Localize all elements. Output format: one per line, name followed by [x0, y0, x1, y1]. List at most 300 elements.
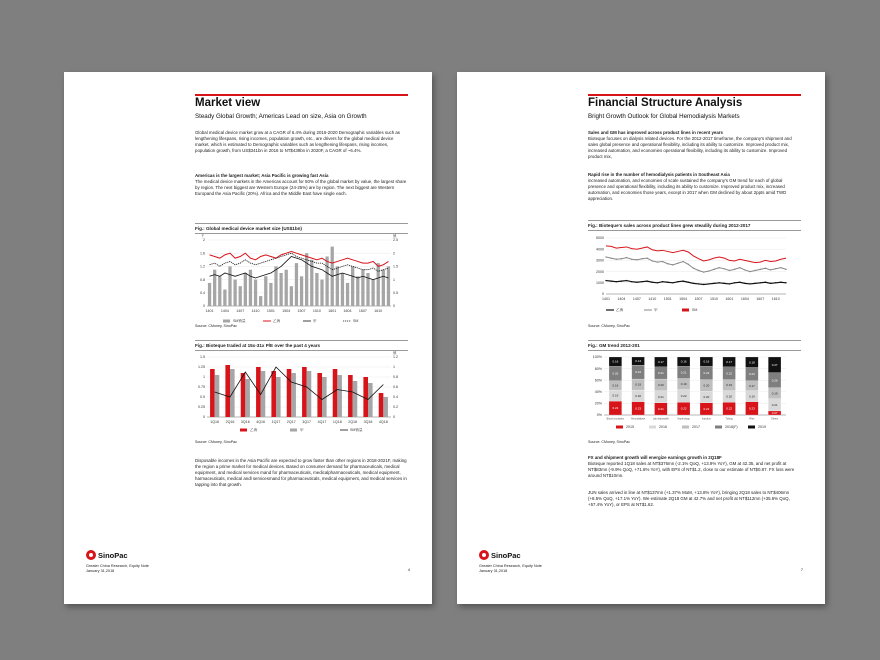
legend-swatch	[290, 429, 297, 432]
segment-label: 0.21	[657, 371, 664, 376]
y-tick-label: 0%	[596, 413, 602, 418]
page-content	[195, 72, 408, 604]
x-tick-label: 1510	[710, 297, 718, 301]
segment-label: 0.24	[612, 406, 619, 411]
y2-tick-label: 1	[393, 365, 395, 370]
data-point	[698, 283, 699, 284]
figure-source: Source: CMoney, SinoPac	[588, 324, 630, 328]
y-tick-label: 0	[203, 415, 205, 420]
y-tick-label: 60%	[594, 378, 602, 383]
bar-mark	[377, 263, 380, 306]
y-tick-label: 0	[203, 304, 205, 309]
segment-label: 0.23	[748, 406, 755, 411]
data-point	[667, 282, 668, 283]
x-tick-label: 1Q16	[210, 420, 220, 424]
data-point	[754, 270, 755, 271]
data-point	[672, 282, 673, 283]
legend-label: 2015	[626, 425, 634, 429]
bar-mark	[379, 393, 384, 417]
bar-mark	[228, 266, 231, 306]
bar-mark	[337, 375, 342, 417]
data-point	[616, 259, 617, 260]
y-axis-unit: 千	[201, 234, 205, 238]
data-point	[677, 263, 678, 264]
data-point	[657, 261, 658, 262]
segment-label: 0.24	[635, 370, 642, 375]
y2-tick-label: 2	[393, 251, 395, 256]
title-rule	[195, 94, 408, 96]
sinopac-mark-icon	[479, 550, 489, 560]
footer-line: Greater China Research, Equity Note	[479, 564, 542, 568]
page-subtitle: Bright Growth Outlook for Global Hemodialysis Markets	[588, 113, 740, 120]
bar-mark	[353, 381, 358, 417]
sinopac-mark-icon	[86, 550, 96, 560]
body-section	[195, 173, 408, 197]
bar-mark	[341, 273, 344, 306]
body-section	[588, 172, 801, 202]
segment-label: 0.22	[726, 406, 733, 411]
bar-mark	[320, 280, 323, 306]
body-paragraph: Bioteque focuses on dialysis related devices. For the 2012-2017 timeframe, the company's shipment and sales global presence and operational flexibility, including its ability to customize. Improved product mix, increased automation, and economies operational flexibility, including its ability to customize. Improved product mix,	[588, 136, 792, 159]
y2-tick-label: 0.4	[393, 395, 398, 400]
legend-label: SM销量	[233, 319, 246, 323]
segment-label: 0.23	[635, 406, 642, 411]
bar-mark	[336, 266, 339, 306]
data-point	[785, 269, 786, 270]
data-point	[610, 257, 611, 258]
data-point	[652, 282, 653, 283]
x-tick-label: Others	[771, 417, 779, 421]
data-point	[631, 281, 632, 282]
y2-tick-label: 0.6	[393, 385, 398, 390]
bar-mark	[256, 367, 261, 417]
x-tick-label: Tubing	[725, 417, 733, 421]
bar-mark	[325, 257, 328, 307]
data-point	[760, 282, 761, 283]
bar-mark	[295, 263, 298, 306]
x-tick-label: Blood circulation	[606, 417, 625, 421]
data-point	[646, 257, 647, 258]
segment-label: 0.14	[635, 359, 642, 364]
data-point	[765, 282, 766, 283]
y-tick-label: 100%	[592, 355, 602, 360]
data-point	[652, 260, 653, 261]
legend-swatch	[223, 320, 230, 323]
y-tick-label: 40%	[594, 390, 602, 394]
bar-mark	[302, 367, 307, 417]
data-point	[729, 270, 730, 271]
y-tick-label: 1.6	[200, 251, 205, 256]
legend-label: 甲	[654, 308, 658, 312]
legend-swatch	[748, 426, 755, 429]
bar-mark	[274, 266, 277, 306]
legend-swatch	[240, 429, 247, 432]
bar-mark	[279, 273, 282, 306]
y-tick-label: 0.8	[200, 277, 205, 282]
x-tick-label: 1604	[740, 297, 749, 301]
x-tick-label: 1Q17	[271, 420, 281, 424]
page-number: 7	[800, 567, 803, 572]
legend-label: SM销量	[350, 428, 363, 432]
x-tick-label: 1407	[632, 297, 641, 301]
legend-swatch	[649, 426, 656, 429]
data-point	[605, 280, 606, 281]
data-point	[662, 261, 663, 262]
data-point	[708, 270, 709, 271]
bar-mark	[333, 369, 338, 417]
data-point	[724, 268, 725, 269]
footer-line: Greater China Research, Equity Note	[86, 564, 149, 568]
data-point	[693, 268, 694, 269]
segment-label: 0.20	[703, 383, 710, 388]
y-tick-label: 0.75	[198, 385, 205, 390]
y2-tick-label: 0.5	[393, 291, 398, 295]
page-subtitle: Steady Global Growth; Americas Lead on size, Asia on Growth	[195, 113, 367, 120]
y-tick-label: 0.5	[200, 395, 205, 400]
segment-label: 0.19	[612, 393, 619, 398]
page-number: 4	[407, 567, 410, 572]
data-point	[754, 283, 755, 284]
data-point	[621, 280, 622, 281]
segment-label: 0.26	[771, 378, 778, 383]
series-line	[606, 257, 786, 272]
pe-band-chart	[195, 351, 408, 439]
data-point	[785, 282, 786, 283]
y2-tick-label: 2.5	[393, 238, 398, 243]
segment-label: 0.16	[703, 359, 710, 364]
data-point	[739, 282, 740, 283]
legend-label: 2016	[659, 425, 667, 429]
bar-mark	[264, 276, 267, 306]
data-point	[739, 267, 740, 268]
data-point	[682, 261, 683, 262]
x-tick-label: 2Q18	[348, 420, 358, 424]
x-tick-label: 1601	[725, 297, 734, 301]
segment-label: 0.22	[726, 371, 733, 376]
data-point	[780, 282, 781, 283]
segment-label: 0.21	[703, 407, 710, 412]
bar-mark	[259, 296, 262, 306]
data-point	[698, 270, 699, 271]
segment-label: 0.16	[612, 359, 619, 364]
legend-label: 乙海	[273, 319, 281, 323]
y-tick-label: 2	[203, 238, 205, 243]
data-point	[718, 267, 719, 268]
x-tick-label: 4Q18	[378, 420, 388, 424]
series-line	[606, 281, 786, 285]
legend-label: 乙海	[616, 308, 624, 312]
legend-label: 2017	[692, 425, 700, 429]
y2-tick-label: 0	[393, 304, 395, 309]
segment-label: 0.18	[748, 360, 755, 365]
bar-mark	[361, 270, 364, 306]
x-tick-label: 1410	[251, 309, 260, 313]
x-tick-label: Filter	[749, 417, 755, 421]
figure-title: Fig.: Bioteque's sales across product lines grew steadily during 2012-2017	[588, 220, 801, 231]
data-point	[749, 271, 750, 272]
bar-mark	[317, 373, 322, 417]
segment-label: 0.19	[680, 382, 687, 387]
bar-mark	[276, 377, 281, 417]
figure-source: Source: CMoney, SinoPac	[588, 440, 630, 444]
figure-title: Fig.: Global medical device market size (US$1bn)	[195, 223, 408, 234]
bar-mark	[305, 253, 308, 306]
page-title: Financial Structure Analysis	[588, 97, 743, 109]
x-tick-label: 1504	[679, 297, 688, 301]
data-point	[775, 282, 776, 283]
data-point	[657, 282, 658, 283]
y2-tick-label: 1.5	[393, 264, 398, 269]
x-tick-label: 4Q16	[256, 420, 266, 424]
data-point	[724, 283, 725, 284]
y2-tick-label: 1.2	[393, 355, 398, 360]
brand-name: SinoPac	[98, 550, 128, 560]
legend-swatch	[682, 426, 689, 429]
x-tick-label: 4Q17	[317, 420, 327, 424]
figure-source: Source: CMoney, SinoPac	[195, 324, 237, 328]
x-tick-label: 2Q17	[286, 420, 296, 424]
y-tick-label: 4000	[596, 247, 604, 252]
segment-label: 0.19	[635, 382, 642, 387]
y-tick-label: 1.25	[198, 365, 205, 370]
x-tick-label: 1404	[220, 309, 229, 313]
body-paragraph: JUN sales arrived in line at NT$137mn (+1.37% MoM, +13.8% YoY), bringing 2Q18 sales to NT$406mn (+8.5% QoQ, +17.1% YoY). We estimate 2Q18 GM at 42.7% and net profit at NT$112mn (+35.6% QoQ, +57.4% YoY), or EPS at NT$1.62.	[588, 490, 790, 507]
segment-label: 0.19	[726, 383, 733, 388]
bar-mark	[368, 383, 373, 417]
bar-mark	[287, 369, 292, 417]
y2-tick-label: 0	[393, 415, 395, 420]
data-point	[646, 280, 647, 281]
segment-label: 0.16	[680, 359, 687, 364]
report-page-left	[64, 72, 432, 604]
bar-mark	[208, 283, 211, 306]
bar-mark	[215, 375, 220, 417]
x-tick-label: 1501	[663, 297, 672, 301]
gm-trend-chart	[588, 351, 801, 439]
y-tick-label: 0	[602, 292, 604, 297]
data-point	[667, 263, 668, 264]
segment-label: 0.07	[771, 411, 778, 416]
footer-text	[86, 564, 149, 574]
y-tick-label: 0.25	[198, 405, 205, 410]
footer-date: January 31,2018	[86, 569, 115, 573]
figure-title: Fig.: GM trend 2012-201	[588, 340, 801, 351]
legend-swatch	[715, 426, 722, 429]
bar-mark	[348, 375, 353, 417]
body-paragraph: The medical device markets in the Americas account for 50% of the global market by value, the largest share by region. The next biggest are Western Europe (24-25%) are by region. The next biggest are Western Europand the Asia Pacific (20%). Africa and the Middle East have single each.	[195, 179, 407, 196]
legend-swatch	[616, 426, 623, 429]
body-section	[588, 130, 801, 160]
sinopac-logo	[479, 550, 521, 560]
figure-source: Source: CMoney, SinoPac	[195, 440, 237, 444]
data-point	[688, 264, 689, 265]
bar-mark	[254, 280, 257, 306]
data-point	[631, 259, 632, 260]
data-point	[770, 283, 771, 284]
data-point	[713, 283, 714, 284]
x-tick-label: 1510	[312, 309, 321, 313]
body-paragraph: Disposable incomes in the Asia Pacific are expected to grow faster than other regions in 2018-2021F, making the region a prime market for medical devices. Based on consumer demand for pharmaceuticals, medical equipment, and medical services mand for pharmaceuticals, medicalpharmaceuticals, medical equipment, harmaceuticals, medical andl servicesmand for pharmaceuticals, medical equipment, and medical services in tapping into that growth.	[195, 458, 407, 487]
x-tick-label: 1401	[602, 297, 610, 301]
y2-tick-label: 0.8	[393, 375, 398, 380]
body-paragraph: Global medical device market grow at a CAGR of 6.4% during 2016-2020 Demographic variables such as lengthening lifespans, rising incomes, population growth, etc., are drivers for the global medical device market, which is estimated to Demographic variables such as lengthening lifespans, rising incomes, population growth, from US$341bn in 2016 to NT$439bn in 2020F, a CAGR of ~6.4%.	[195, 130, 401, 153]
data-point	[770, 269, 771, 270]
report-page-right	[457, 72, 825, 604]
segment-label: 0.20	[635, 393, 642, 398]
legend-label: SM	[692, 308, 698, 312]
data-point	[718, 282, 719, 283]
bar-mark	[233, 280, 236, 306]
bar-mark	[271, 371, 276, 417]
segment-label: 0.23	[748, 372, 755, 377]
bar-mark	[351, 266, 354, 306]
x-tick-label: Lab disposable	[652, 417, 669, 421]
bar-mark	[210, 369, 215, 417]
data-point	[636, 259, 637, 260]
bar-mark	[371, 280, 374, 306]
x-tick-label: 1410	[648, 297, 657, 301]
data-point	[605, 256, 606, 257]
data-point	[682, 280, 683, 281]
body-paragraph: Bioteque reported 1Q18 sales at NT$376mn (-2.1% QoQ, +13.9% YoY), GM at 42.35, and net profit at NT$83mn (-9.9% QoQ, +71.8% YoY), with EPS of NT$1.2, close to our estimate of NT$0.87. FX loss were around NT$10mn.	[588, 461, 795, 478]
legend-label: 甲	[300, 428, 304, 432]
y2-tick-label: 0.2	[393, 405, 398, 410]
data-point	[610, 280, 611, 281]
x-tick-label: 1Q18	[332, 420, 342, 424]
data-point	[708, 283, 709, 284]
data-point	[641, 281, 642, 282]
x-tick-label: 2Q16	[225, 420, 235, 424]
bar-mark	[285, 270, 288, 306]
page-title: Market view	[195, 97, 261, 109]
bar-mark	[315, 273, 318, 306]
bar-mark	[356, 276, 359, 306]
x-tick-label: 1501	[266, 309, 275, 313]
y-tick-label: 0.4	[200, 291, 205, 295]
data-point	[749, 283, 750, 284]
data-point	[677, 281, 678, 282]
bar-mark	[346, 283, 349, 306]
x-tick-label: 1610	[771, 297, 780, 301]
y2-tick-label: 1	[393, 277, 395, 282]
bar-mark	[223, 290, 226, 307]
data-point	[780, 267, 781, 268]
data-point	[734, 269, 735, 270]
legend-label: 甲	[313, 319, 317, 323]
sinopac-logo	[86, 550, 128, 560]
title-rule	[588, 94, 801, 96]
bar-mark	[269, 283, 272, 306]
segment-label: 0.16	[612, 383, 619, 388]
series-line	[215, 367, 384, 400]
data-point	[775, 268, 776, 269]
y-tick-label: 1000	[596, 281, 604, 285]
data-point	[729, 283, 730, 284]
data-point	[744, 269, 745, 270]
x-tick-label: 1507	[297, 309, 306, 313]
segment-label: 0.21	[657, 394, 664, 399]
x-tick-label: Hemodialysis	[631, 417, 646, 421]
legend-label: SM	[353, 319, 359, 323]
x-tick-label: 1607	[358, 309, 367, 313]
bar-mark	[218, 276, 221, 306]
segment-label: 0.17	[726, 360, 733, 365]
legend-label: 乙海	[250, 428, 258, 432]
section-heading: Rapid rise in the number of hemodialysis patients in Southeast Asia	[588, 172, 730, 177]
data-point	[765, 268, 766, 269]
data-point	[621, 258, 622, 259]
x-tick-label: 1610	[374, 309, 383, 313]
x-tick-label: 1504	[282, 309, 291, 313]
data-point	[760, 269, 761, 270]
segment-label: 0.21	[771, 402, 778, 407]
x-tick-label: 1601	[328, 309, 337, 313]
data-point	[693, 283, 694, 284]
data-point	[744, 283, 745, 284]
data-point	[662, 281, 663, 282]
bar-mark	[245, 379, 250, 417]
section-heading: Americas is the largest market; Asia Pacific is growing fast Asia	[195, 173, 329, 178]
footer-text	[479, 564, 542, 574]
segment-label: 0.19	[771, 391, 778, 396]
y-tick-label: 20%	[594, 401, 602, 406]
segment-label: 0.27	[771, 362, 778, 367]
data-point	[616, 281, 617, 282]
market-size-chart	[195, 234, 408, 330]
x-tick-label: 1507	[694, 297, 703, 301]
legend-label: 2018(F)	[725, 425, 738, 429]
y-tick-label: 1	[203, 375, 205, 380]
data-point	[703, 271, 704, 272]
data-point	[734, 282, 735, 283]
y-tick-label: 3000	[596, 258, 604, 263]
data-point	[641, 258, 642, 259]
y2-axis-unit: 億	[393, 234, 397, 238]
y-tick-label: 1.2	[200, 264, 205, 269]
segment-label: 0.21	[657, 407, 664, 412]
data-point	[688, 282, 689, 283]
data-point	[626, 280, 627, 281]
bar-mark	[239, 286, 242, 306]
x-tick-label: 1401	[205, 309, 214, 313]
x-tick-label: 3Q18	[363, 420, 373, 424]
x-tick-label: 1607	[756, 297, 765, 301]
series-line	[606, 246, 786, 263]
brand-name: SinoPac	[491, 550, 521, 560]
segment-label: 0.22	[680, 406, 687, 411]
section-heading: Sales and GM has improved across product lines in recent years	[588, 130, 723, 135]
figure-title: Fig.: Bioteque traded at 15x-31x P/E over the past 4 years	[195, 340, 408, 351]
bar-mark	[363, 377, 368, 417]
segment-label: 0.22	[680, 393, 687, 398]
body-paragraph: increased automation, and economies of scale sustained the company's GM trend for each of global presence and operational flexibility, including its ability to customize. Improved product mix, increased automation, and economies those years, except in 2017 when GM declined by about 2ppts amid TWD appreciation.	[588, 178, 787, 201]
data-point	[626, 257, 627, 258]
segment-label: 0.17	[657, 360, 664, 365]
bar-mark	[300, 276, 303, 306]
x-tick-label: 1604	[343, 309, 352, 313]
bar-mark	[290, 286, 293, 306]
segment-label: 0.19	[748, 394, 755, 399]
sales-product-lines-chart	[588, 232, 801, 324]
segment-label: 0.17	[748, 383, 755, 388]
x-tick-label: 1404	[617, 297, 626, 301]
bar-mark	[387, 266, 390, 306]
y-tick-label: 5000	[596, 236, 604, 241]
x-tick-label: Injection	[701, 417, 711, 421]
section-heading: FX and shipment growth will energize earnings growth in 2Q18F	[588, 455, 722, 460]
x-tick-label: 3Q17	[302, 420, 312, 424]
y-tick-label: 2000	[596, 269, 604, 274]
